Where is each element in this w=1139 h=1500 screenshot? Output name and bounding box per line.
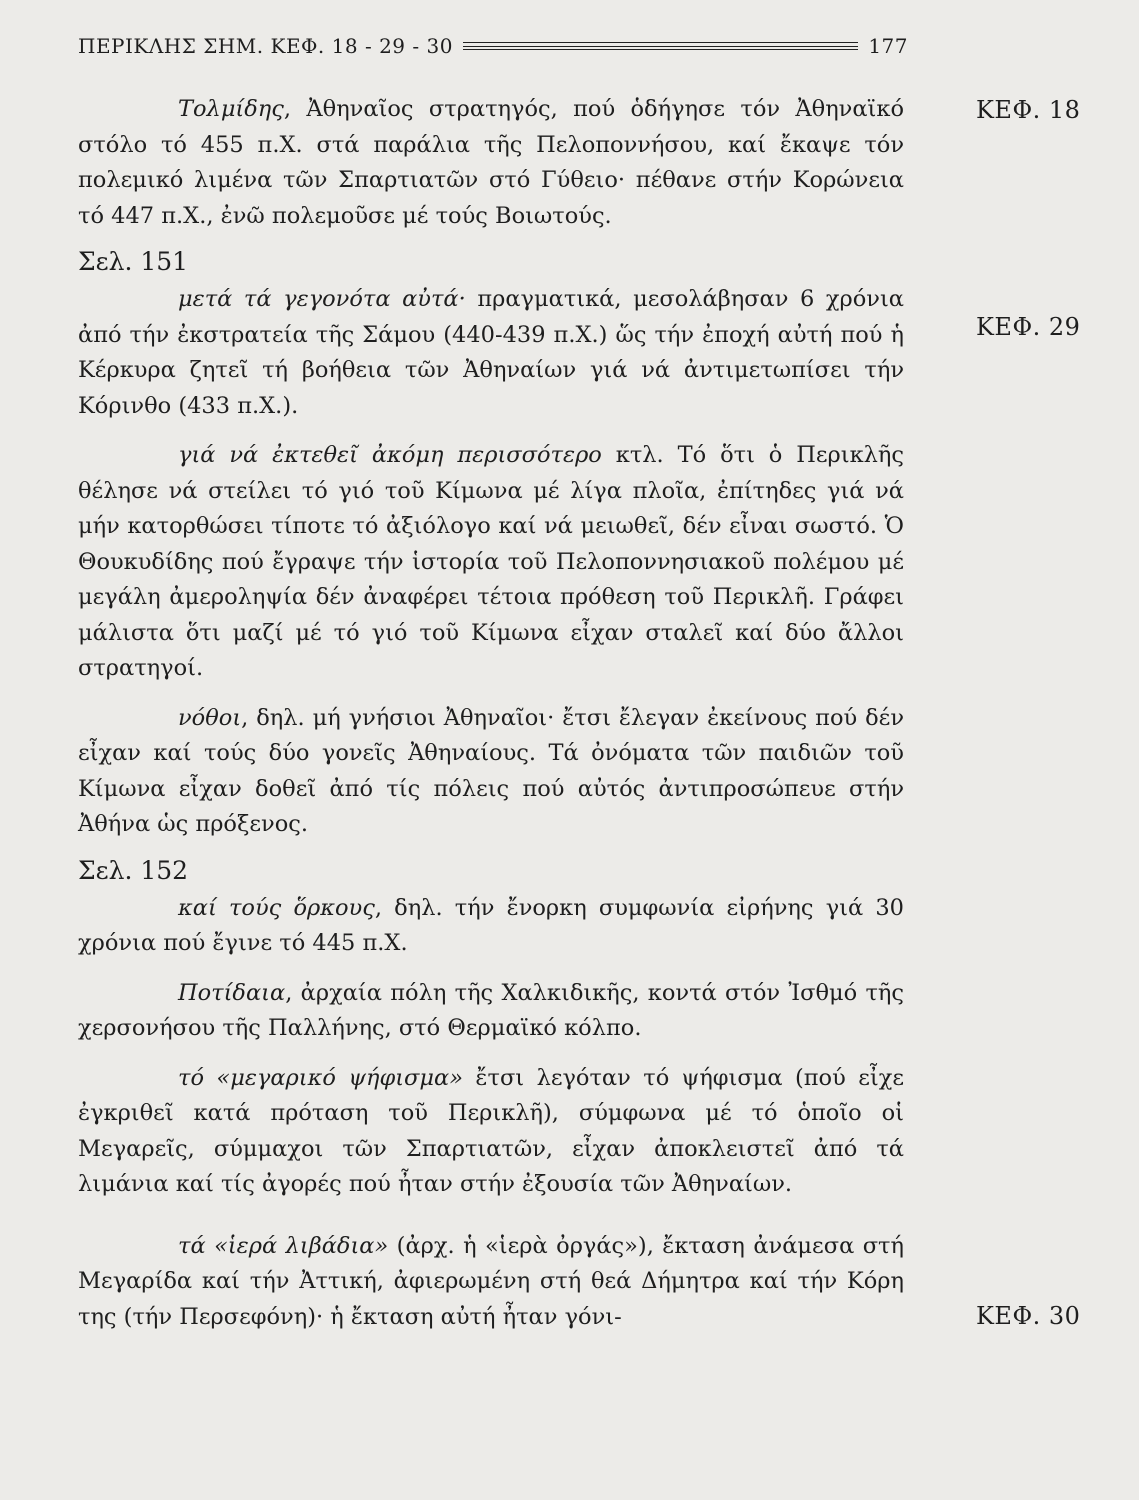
running-header: [78, 30, 908, 62]
note-paragraph: [78, 1061, 904, 1203]
note-text: , ἀρχαία πόλη τῆς Χαλκιδικῆς, κοντά στόν Ἰσθμό τῆς χερσονήσου τῆς Παλλήνης, στό Θερμαϊκό κόλπο.: [78, 979, 904, 1041]
note-term: καί τούς ὅρκους: [178, 894, 375, 921]
body-text: [78, 92, 904, 1335]
note-text: , Ἀθηναῖος στρατηγός, πού ὁδήγησε τόν Ἀθηναϊκό στόλο τό 455 π.Χ. στά παράλια τῆς Πελοποννήσου, καί ἔκαψε τόν πολεμικό λιμένα τῶν Σπαρτιατῶν στό Γύθειο· πέθανε στήν Κορώνεια τό 447 π.Χ., ἐνῶ πολεμοῦσε μέ τούς Βοιωτούς.: [78, 96, 904, 229]
note-text: , δηλ. τήν ἔνορκη συμφωνία εἰρήνης γιά 30 χρόνια πού ἔγινε τό 445 π.Χ.: [78, 894, 905, 956]
note-term: τά «ἱερά λιβάδια»: [178, 1232, 389, 1259]
note-term: Ποτίδαια: [178, 979, 286, 1006]
header-rule: [463, 42, 858, 50]
note-term: Τολμίδης: [178, 96, 284, 122]
note-paragraph: [78, 92, 904, 234]
note-term: τό «μεγαρικό ψήφισμα»: [178, 1064, 463, 1091]
margin-note-kef-18: ΚΕΦ. 18: [976, 96, 1081, 124]
note-term: νόθοι: [178, 704, 242, 731]
note-paragraph: [78, 282, 904, 424]
note-paragraph: [78, 891, 904, 962]
note-term: μετά τά γεγονότα αὐτά·: [178, 286, 466, 312]
note-paragraph: [78, 1229, 904, 1336]
margin-note-kef-30: ΚΕΦ. 30: [976, 1302, 1081, 1330]
note-paragraph: [78, 976, 904, 1047]
header-title: ΠΕΡΙΚΛΗΣ ΣΗΜ. ΚΕΦ. 18 - 29 - 30: [78, 34, 453, 58]
note-text: πραγματικά, μεσολάβησαν 6 χρόνια ἀπό τήν ἐκστρατεία τῆς Σάμου (440-439 π.Χ.) ὥς τήν ἐποχή αὐτή πού ἡ Κέρκυρα ζητεῖ τή βοήθεια τῶν Ἀθηναίων γιά νά ἀντιμετωπίσει τήν Κόρινθο (433 π.Χ.).: [78, 286, 904, 419]
note-paragraph: [78, 701, 904, 843]
page-number: 177: [868, 34, 908, 58]
note-text: , δηλ. μή γνήσιοι Ἀθηναῖοι· ἔτσι ἔλεγαν ἐκείνους πού δέν εἶχαν καί τούς δύο γονεῖς Ἀθηναίους. Τά ὀνόματα τῶν παιδιῶν τοῦ Κίμωνα εἶχαν δοθεῖ ἀπό τίς πόλεις πού αὐτός ἀντιπροσώπευε στήν Ἀθήνα ὡς πρόξενος.: [78, 704, 904, 837]
note-term: γιά νά ἐκτεθεῖ ἀκόμη περισσότερο: [178, 442, 602, 468]
section-heading-152: Σελ. 152: [78, 855, 189, 885]
section-heading-151: Σελ. 151: [78, 247, 189, 276]
note-text: ἔτσι λεγόταν τό ψήφισμα (πού εἶχε ἐγκριθεῖ κατά πρόταση τοῦ Περικλῆ), σύμφωνα μέ τό ὁποῖο οἱ Μεγαρεῖς, σύμμαχοι τῶν Σπαρτιατῶν, εἶχαν ἀποκλειστεῖ ἀπό τά λιμάνια καί τίς ἀγορές πού ἦταν στήν ἐξουσία τῶν Ἀθηναίων.: [78, 1064, 904, 1197]
note-paragraph: [78, 438, 904, 687]
margin-note-kef-29: ΚΕΦ. 29: [976, 313, 1081, 341]
note-text: κτλ. Τό ὅτι ὁ Περικλῆς θέλησε νά στείλει τό γιό τοῦ Κίμωνα μέ λίγα πλοῖα, ἐπίτηδες γιά νά μήν κατορθώσει τίποτε τό ἀξιόλογο καί νά μειωθεῖ, δέν εἶναι σωστό. Ὁ Θουκυδίδης πού ἔγραψε τήν ἱστορία τοῦ Πελοποννησιακοῦ πολέμου μέ μεγάλη ἀμεροληψία δέν ἀναφέρει τέτοια πρόθεση τοῦ Περικλῆ. Γράφει μάλιστα ὅτι μαζί μέ τό γιό τοῦ Κίμωνα εἶχαν σταλεῖ καί δύο ἄλλοι στρατηγοί.: [78, 442, 904, 681]
note-text: (ἀρχ. ἡ «ἱερὰ ὀργάς»), ἔκταση ἀνάμεσα στή Μεγαρίδα καί τήν Ἀττική, ἀφιερωμένη στή θεά Δήμητρα καί τήν Κόρη της (τήν Περσεφόνη)· ἡ ἔκταση αὐτή ἦταν γόνι-: [78, 1232, 904, 1330]
